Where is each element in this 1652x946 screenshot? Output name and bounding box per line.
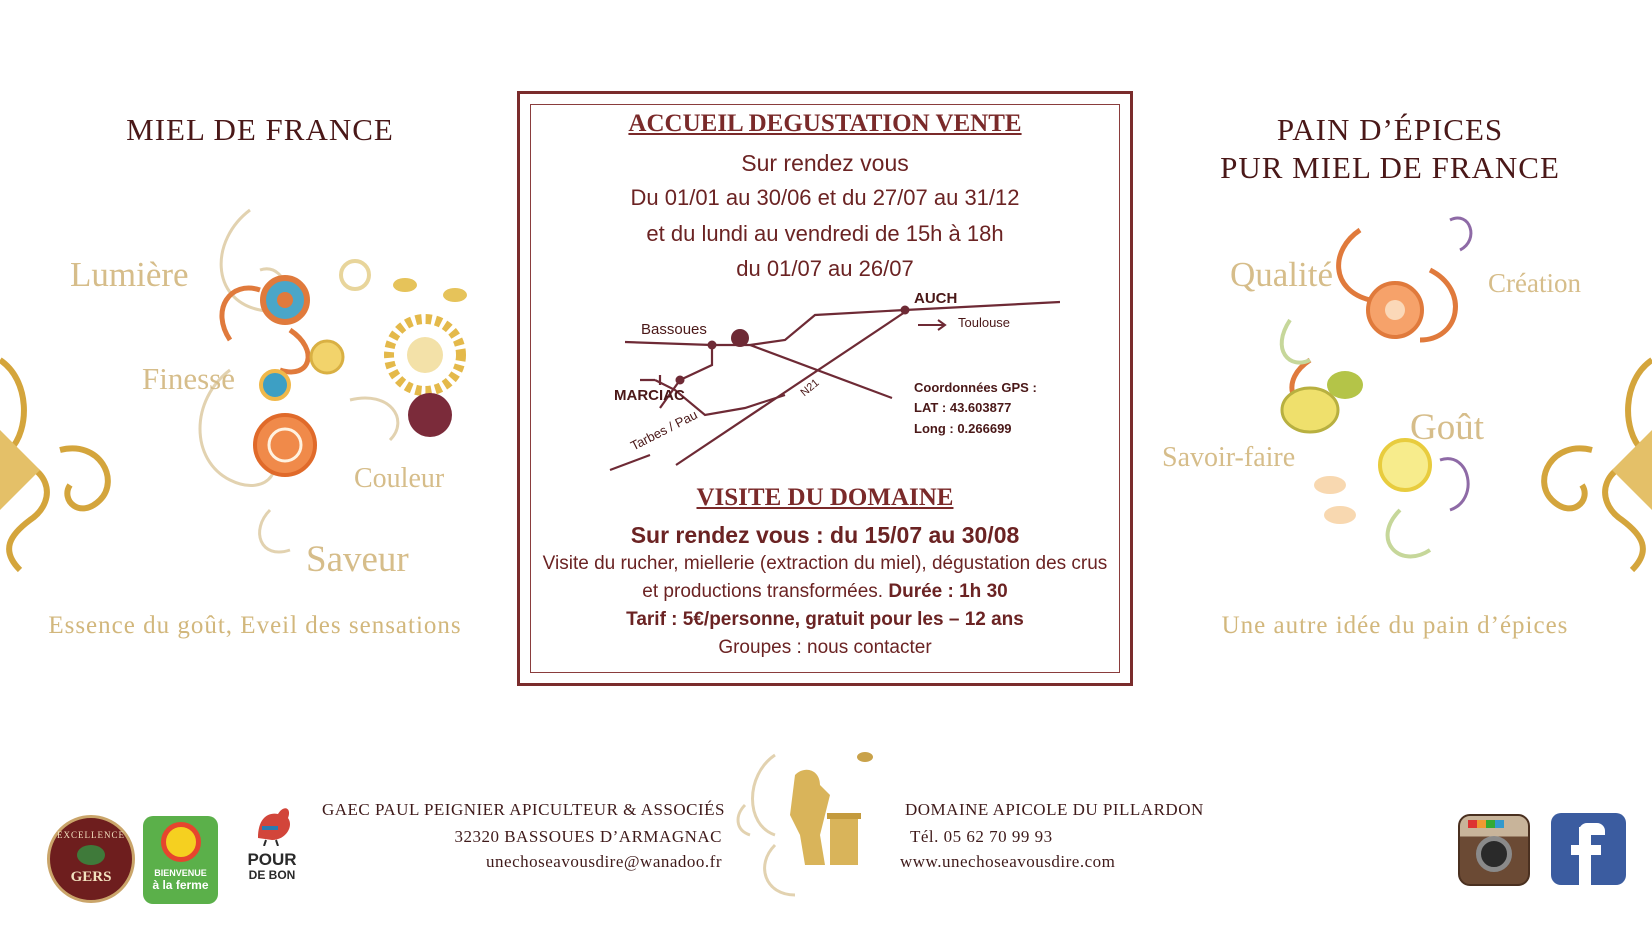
right-word-gout: Goût (1410, 407, 1484, 448)
visite-duration: Durée : 1h 30 (888, 581, 1008, 602)
right-title-line2: PUR MIEL DE FRANCE (1220, 150, 1560, 185)
ferme-logo-text2: à la ferme (152, 878, 209, 892)
visite-dates: Sur rendez vous : du 15/07 au 30/08 (630, 522, 1020, 548)
left-word-finesse: Finesse (142, 361, 235, 396)
lemon-icon (1282, 388, 1338, 432)
orange-rose-icon (255, 415, 315, 475)
accueil-line-dates: Du 01/01 au 30/06 et du 27/07 au 31/12 (630, 185, 1020, 210)
rooster-icon (248, 798, 296, 846)
visite-productions-text: et productions transformées. (642, 581, 884, 602)
footer-tel[interactable]: Tél. 05 62 70 99 93 (910, 827, 1053, 846)
map-label-bassoues: Bassoues (641, 321, 707, 338)
gps-title: Coordonnées GPS : (914, 380, 1037, 395)
visite-heading: VISITE DU DOMAINE (696, 484, 954, 511)
left-tagline: Essence du goût, Eveil des sensations (48, 612, 462, 639)
visite-groupes: Groupes : nous contacter (718, 637, 932, 658)
bienvenue-ferme-logo[interactable] (143, 816, 218, 904)
left-word-couleur: Couleur (354, 463, 445, 494)
bee-icon (393, 278, 417, 292)
right-title-line1: PAIN D’ÉPICES (1276, 112, 1504, 147)
flower-icon (161, 822, 201, 862)
footer-domain: DOMAINE APICOLE DU PILLARDON (905, 800, 1204, 819)
map-label-tarbes: Tarbes / Pau (628, 406, 700, 454)
accueil-heading: ACCUEIL DEGUSTATION VENTE (628, 110, 1022, 137)
visite-tarif: Tarif : 5€/personne, gratuit pour les – 12 ans (626, 609, 1024, 630)
pourdebon-text2: DE BON (248, 868, 296, 882)
footer-company: GAEC PAUL PEIGNIER APICULTEUR & ASSOCIÉS (321, 800, 725, 819)
map-label-marciac: MARCIAC (614, 387, 685, 404)
left-gold-ornament (0, 350, 120, 580)
pour-de-bon-logo[interactable] (240, 798, 304, 898)
bassoues-marker (708, 341, 717, 350)
auch-marker (901, 306, 910, 315)
beekeeper-emblem (735, 735, 895, 905)
gers-logo-bottom-text: GERS (70, 869, 112, 885)
footer-email[interactable]: unechoseavousdire@wanadoo.fr (486, 852, 722, 871)
visite-productions (517, 581, 1133, 603)
instagram-icon[interactable] (1458, 814, 1530, 886)
right-gold-ornament (1532, 350, 1652, 580)
beehive-icon (830, 817, 858, 865)
gps-long: Long : 0.266699 (914, 421, 1012, 436)
accueil-line-july: du 01/07 au 26/07 (736, 256, 914, 281)
visite-description: Visite du rucher, miellerie (extraction du miel), dégustation des crus (542, 553, 1108, 574)
ferme-logo-text1: BIENVENUE (154, 868, 207, 878)
right-word-savoir-faire: Savoir-faire (1162, 442, 1296, 473)
yellow-flower-icon (311, 341, 343, 373)
map-label-n21: N21 (798, 376, 822, 400)
map-label-auch: AUCH (914, 290, 958, 307)
accueil-line-rdv: Sur rendez vous (741, 150, 909, 176)
right-tagline: Une autre idée du pain d’épices (1221, 612, 1569, 639)
left-title: MIEL DE FRANCE (126, 112, 394, 147)
left-word-saveur: Saveur (306, 539, 409, 580)
gps-lat: LAT : 43.603877 (914, 400, 1012, 415)
excellence-gers-logo[interactable] (47, 815, 135, 903)
accueil-line-weekdays: et du lundi au vendredi de 15h à 18h (646, 221, 1004, 246)
left-word-lumiere: Lumière (70, 255, 189, 294)
grape-icon (77, 845, 105, 865)
facebook-icon[interactable] (1551, 813, 1626, 885)
map-label-toulouse: Toulouse (958, 315, 1011, 330)
marciac-marker (676, 376, 685, 385)
right-word-creation: Création (1488, 268, 1581, 298)
right-word-qualite: Qualité (1230, 255, 1334, 294)
burgundy-flower-icon (408, 393, 452, 437)
gers-logo-top-text: EXCELLENCE (57, 830, 125, 840)
footer-website[interactable]: www.unechoseavousdire.com (900, 852, 1116, 871)
toulouse-arrow-icon (918, 320, 945, 330)
domain-marker (731, 329, 749, 347)
footer-address: 32320 BASSOUES D’ARMAGNAC (454, 827, 722, 846)
pourdebon-text1: POUR (247, 850, 297, 869)
bee-emblem-icon (857, 752, 873, 762)
